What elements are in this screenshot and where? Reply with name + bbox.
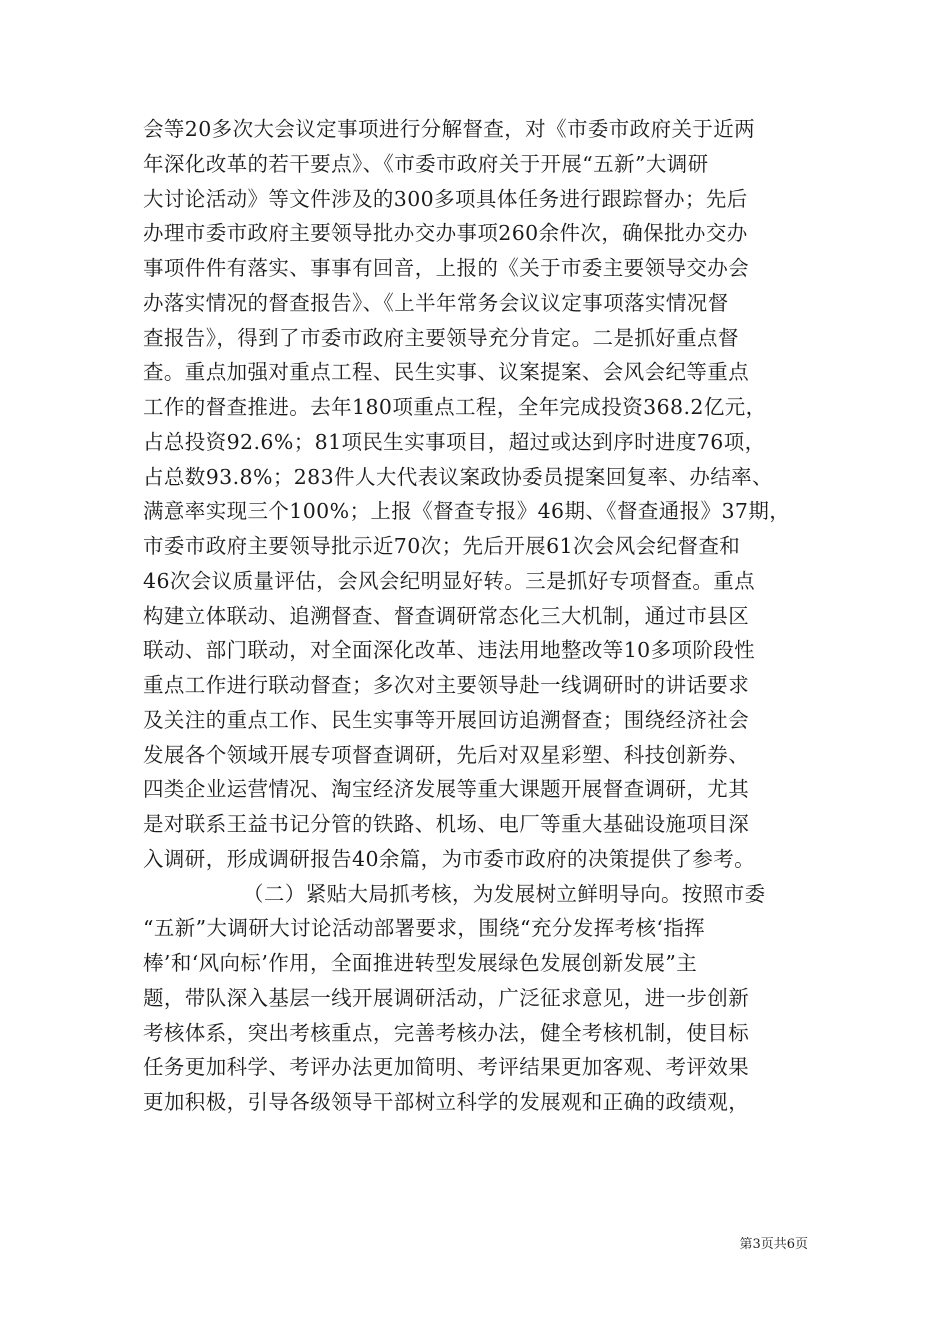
text-line: 事项件件有落实、事事有回音，上报的《关于市委主要领导交办会 xyxy=(143,256,750,280)
section-heading-line: （二）紧贴大局抓考核，为发展树立鲜明导向。按照市委 xyxy=(243,881,766,906)
text-line: 发展各个领域开展专项督查调研，先后对双星彩塑、科技创新券、 xyxy=(143,742,750,767)
text-line: 办落实情况的督查报告》、《上半年常务会议议定事项落实情况督 xyxy=(143,290,729,315)
text-line: 占总数93.8%；283件人大代表议案政协委员提案回复率、办结率、 xyxy=(143,464,773,489)
text-line: 办理市委市政府主要领导批办交办事项260余件次，确保批办交办 xyxy=(143,221,748,246)
text-line: 更加积极，引导各级领导干部树立科学的发展观和正确的政绩观， xyxy=(143,1090,750,1114)
body-text xyxy=(143,112,815,1120)
text-line: 查报告》，得到了市委市政府主要领导充分肯定。二是抓好重点督 xyxy=(143,325,739,350)
text-line: 考核体系，突出考核重点，完善考核办法，健全考核机制，使目标 xyxy=(143,1020,750,1045)
text-line: 四类企业运营情况、淘宝经济发展等重大课题开展督查调研，尤其 xyxy=(143,777,750,802)
text-line: 题，带队深入基层一线开展调研活动，广泛征求意见，进一步创新 xyxy=(143,985,750,1010)
text-line: 构建立体联动、追溯督查、督查调研常态化三大机制，通过市县区 xyxy=(143,603,750,628)
text-line: 工作的督查推进。去年180项重点工程，全年完成投资368.2亿元， xyxy=(143,395,767,419)
text-line: “五新”大调研大讨论活动部署要求，围绕“充分发挥考核‘指挥 xyxy=(143,916,706,941)
text-line: 年深化改革的若干要点》、《市委市政府关于开展“五新”大调研 xyxy=(143,151,709,176)
text-line: 满意率实现三个100%；上报《督查专报》46期、《督查通报》37期， xyxy=(143,499,791,524)
text-line: 大讨论活动》等文件涉及的300多项具体任务进行跟踪督办；先后 xyxy=(143,186,748,211)
text-line: 会等20多次大会议定事项进行分解督查，对《市委市政府关于近两 xyxy=(143,117,756,141)
text-line: 任务更加科学、考评办法更加简明、考评结果更加客观、考评效果 xyxy=(143,1055,750,1080)
text-line: 及关注的重点工作、民生实事等开展回访追溯督查；围绕经济社会 xyxy=(143,707,750,732)
text-line: 联动、部门联动，对全面深化改革、违法用地整改等10多项阶段性 xyxy=(143,638,756,663)
text-line: 市委市政府主要领导批示近70次；先后开展61次会风会纪督查和 xyxy=(143,534,741,558)
text-line: 重点工作进行联动督查；多次对主要领导赴一线调研时的讲话要求 xyxy=(143,673,750,697)
text-line: 查。重点加强对重点工程、民生实事、议案提案、会风会纪等重点 xyxy=(143,360,750,385)
text-line: 占总投资92.6%；81项民生实事项目，超过或达到序时进度76项， xyxy=(143,429,766,454)
text-line: 46次会议质量评估，会风会纪明显好转。三是抓好专项督查。重点 xyxy=(143,568,756,593)
text-line: 是对联系王益书记分管的铁路、机场、电厂等重大基础设施项目深 xyxy=(143,812,750,836)
page-number: 第3页共6页 xyxy=(739,1237,808,1252)
text-line: 入调研，形成调研报告40余篇，为市委市政府的决策提供了参考。 xyxy=(143,846,756,871)
text-line: 棒’和‘风向标’作用，全面推进转型发展绿色发展创新发展”主 xyxy=(143,951,698,975)
